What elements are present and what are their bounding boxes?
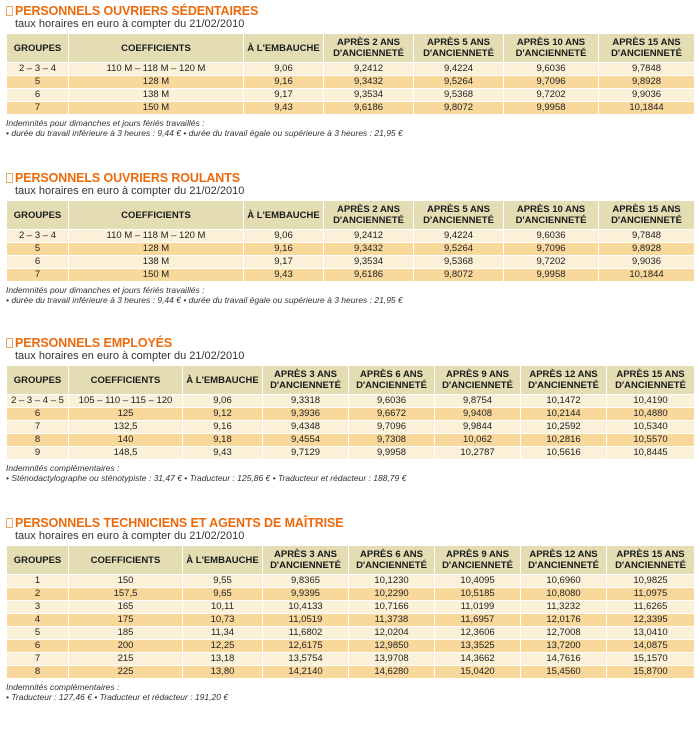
table-cell: 9,3534 (324, 89, 414, 102)
notes (6, 118, 694, 138)
table-cell: 150 (69, 575, 183, 588)
table-cell: 10,1844 (599, 102, 695, 115)
note-line: Indemnités complémentaires : (6, 682, 120, 692)
table-cell: 10,4880 (607, 408, 695, 421)
table-cell: 13,7200 (521, 640, 607, 653)
table-cell: 9,4224 (414, 63, 504, 76)
table-cell: 12,3606 (435, 627, 521, 640)
table-cell: 9,6036 (504, 63, 599, 76)
table-cell: 10,8080 (521, 588, 607, 601)
column-header: GROUPES (7, 546, 69, 575)
column-header: À L'EMBAUCHE (244, 34, 324, 63)
table-cell: 9,16 (183, 421, 263, 434)
section-title: PERSONNELS OUVRIERS SÉDENTAIRES (6, 4, 694, 18)
column-header: APRÈS 3 ANS D'ANCIENNETÉ (263, 366, 349, 395)
table-cell: 13,5754 (263, 653, 349, 666)
table-cell: 9,7129 (263, 447, 349, 460)
table-cell: 150 M (69, 102, 244, 115)
table-cell: 14,3662 (435, 653, 521, 666)
table-cell: 11,0199 (435, 601, 521, 614)
table-cell: 9,9958 (504, 102, 599, 115)
table-cell: 138 M (69, 256, 244, 269)
table-cell: 2 – 3 – 4 – 5 (7, 395, 69, 408)
table-cell: 14,6280 (349, 666, 435, 679)
table-cell: 13,0410 (607, 627, 695, 640)
rates-table (6, 33, 695, 115)
table-cell: 9,8928 (599, 76, 695, 89)
table-cell: 9,8928 (599, 243, 695, 256)
column-header: À L'EMBAUCHE (183, 546, 263, 575)
table-cell: 13,9708 (349, 653, 435, 666)
title-bullet-icon (6, 518, 13, 528)
note-line: • Traducteur : 127,46 € • Traducteur et rédacteur : 191,20 € (6, 692, 229, 702)
table-cell: 10,2144 (521, 408, 607, 421)
table-cell: 6 (7, 256, 69, 269)
table-cell: 9,16 (244, 76, 324, 89)
section-title: PERSONNELS TECHNICIENS ET AGENTS DE MAÎTRISE (6, 516, 694, 530)
table-cell: 9,7308 (349, 434, 435, 447)
table-cell: 175 (69, 614, 183, 627)
title-bullet-icon (6, 338, 13, 348)
table-cell: 9,43 (183, 447, 263, 460)
table-cell: 14,0875 (607, 640, 695, 653)
table-cell: 9,3432 (324, 76, 414, 89)
table-cell: 9,8365 (263, 575, 349, 588)
table-cell: 148,5 (69, 447, 183, 460)
table-row (7, 89, 695, 102)
table-cell: 9,65 (183, 588, 263, 601)
table-cell: 7 (7, 102, 69, 115)
table-cell: 9,3936 (263, 408, 349, 421)
table-cell: 10,062 (435, 434, 521, 447)
table-cell: 105 – 110 – 115 – 120 (69, 395, 183, 408)
table-cell: 9,9036 (599, 256, 695, 269)
column-header: GROUPES (7, 201, 69, 230)
table-cell: 9,9958 (349, 447, 435, 460)
section-subtitle: taux horaires en euro à compter du 21/02/2010 (15, 185, 245, 197)
column-header: APRÈS 10 ANS D'ANCIENNETÉ (504, 201, 599, 230)
column-header: GROUPES (7, 366, 69, 395)
table-cell: 15,8700 (607, 666, 695, 679)
rates-table (6, 545, 695, 679)
table-cell: 9,3318 (263, 395, 349, 408)
table-cell: 10,2787 (435, 447, 521, 460)
table-cell: 10,5570 (607, 434, 695, 447)
table-row (7, 575, 695, 588)
table-row (7, 447, 695, 460)
table-cell: 10,1844 (599, 269, 695, 282)
table-cell: 14,7616 (521, 653, 607, 666)
column-header: APRÈS 2 ANS D'ANCIENNETÉ (324, 34, 414, 63)
notes (6, 463, 694, 483)
table-cell: 5 (7, 627, 69, 640)
section-ouvriers-sedentaires (6, 4, 694, 138)
table-cell: 138 M (69, 89, 244, 102)
table-cell: 9,9958 (504, 269, 599, 282)
table-cell: 150 M (69, 269, 244, 282)
table-cell: 125 (69, 408, 183, 421)
table-cell: 1 (7, 575, 69, 588)
section-subtitle: taux horaires en euro à compter du 21/02/2010 (15, 530, 245, 542)
table-row (7, 653, 695, 666)
table-cell: 9,6186 (324, 102, 414, 115)
note-line: • Sténodactylographe ou sténotypiste : 31,47 € • Traducteur : 125,86 € • Traducteur et rédacteur : 188,79 € (6, 473, 407, 483)
table-cell: 9,17 (244, 89, 324, 102)
column-header: COEFFICIENTS (69, 201, 244, 230)
rates-table (6, 200, 695, 282)
table-cell: 9,5264 (414, 243, 504, 256)
table-cell: 9,17 (244, 256, 324, 269)
table-cell: 15,1570 (607, 653, 695, 666)
section-employes (6, 336, 694, 483)
column-header: APRÈS 2 ANS D'ANCIENNETÉ (324, 201, 414, 230)
table-cell: 9,8072 (414, 102, 504, 115)
table-cell: 10,5340 (607, 421, 695, 434)
table-cell: 9,7848 (599, 63, 695, 76)
table-cell: 8 (7, 666, 69, 679)
table-row (7, 408, 695, 421)
table-cell: 215 (69, 653, 183, 666)
table-cell: 10,7166 (349, 601, 435, 614)
table-cell: 15,4560 (521, 666, 607, 679)
note-line: • durée du travail inférieure à 3 heures : 9,44 € • durée du travail égale ou supérieure à 3 heures : 21,95 € (6, 128, 403, 138)
header-row (7, 366, 695, 395)
table-cell: 165 (69, 601, 183, 614)
column-header: APRÈS 3 ANS D'ANCIENNETÉ (263, 546, 349, 575)
table-cell: 6 (7, 408, 69, 421)
table-cell: 140 (69, 434, 183, 447)
table-row (7, 256, 695, 269)
table-cell: 9,06 (183, 395, 263, 408)
title-bullet-icon (6, 173, 13, 183)
table-row (7, 395, 695, 408)
table-cell: 128 M (69, 76, 244, 89)
table-cell: 9,6186 (324, 269, 414, 282)
table-cell: 128 M (69, 243, 244, 256)
header-row (7, 546, 695, 575)
table-cell: 9,4554 (263, 434, 349, 447)
table-cell: 9,5264 (414, 76, 504, 89)
table-cell: 9,9395 (263, 588, 349, 601)
table-cell: 10,5616 (521, 447, 607, 460)
notes (6, 682, 694, 702)
table-cell: 157,5 (69, 588, 183, 601)
table-cell: 200 (69, 640, 183, 653)
table-cell: 10,4095 (435, 575, 521, 588)
table-cell: 9,6036 (504, 230, 599, 243)
table-cell: 10,9825 (607, 575, 695, 588)
section-title: PERSONNELS OUVRIERS ROULANTS (6, 171, 694, 185)
table-cell: 9,9036 (599, 89, 695, 102)
table-cell: 9,12 (183, 408, 263, 421)
section-subtitle: taux horaires en euro à compter du 21/02/2010 (15, 18, 245, 30)
table-cell: 9,3432 (324, 243, 414, 256)
table-cell: 6 (7, 89, 69, 102)
table-cell: 7 (7, 269, 69, 282)
table-cell: 8 (7, 434, 69, 447)
column-header: COEFFICIENTS (69, 546, 183, 575)
table-row (7, 421, 695, 434)
table-cell: 11,6265 (607, 601, 695, 614)
note-line: Indemnités pour dimanches et jours fériés travaillés : (6, 285, 205, 295)
table-cell: 9,9844 (435, 421, 521, 434)
table-cell: 3 (7, 601, 69, 614)
column-header: APRÈS 9 ANS D'ANCIENNETÉ (435, 546, 521, 575)
table-cell: 9,3534 (324, 256, 414, 269)
table-cell: 12,0204 (349, 627, 435, 640)
note-line: Indemnités pour dimanches et jours fériés travaillés : (6, 118, 205, 128)
table-row (7, 230, 695, 243)
table-cell: 12,3395 (607, 614, 695, 627)
table-cell: 9,5368 (414, 256, 504, 269)
table-cell: 10,1230 (349, 575, 435, 588)
table-row (7, 614, 695, 627)
table-cell: 11,3232 (521, 601, 607, 614)
table-cell: 10,2816 (521, 434, 607, 447)
table-cell: 9,7096 (504, 243, 599, 256)
table-cell: 132,5 (69, 421, 183, 434)
table-cell: 7 (7, 421, 69, 434)
note-line: Indemnités complémentaires : (6, 463, 120, 473)
column-header: GROUPES (7, 34, 69, 63)
table-row (7, 76, 695, 89)
column-header: APRÈS 12 ANS D'ANCIENNETÉ (521, 366, 607, 395)
table-cell: 5 (7, 76, 69, 89)
column-header: APRÈS 10 ANS D'ANCIENNETÉ (504, 34, 599, 63)
table-cell: 12,6175 (263, 640, 349, 653)
table-cell: 9,6672 (349, 408, 435, 421)
table-cell: 110 M – 118 M – 120 M (69, 230, 244, 243)
table-cell: 9 (7, 447, 69, 460)
header-row (7, 34, 695, 63)
table-cell: 11,3738 (349, 614, 435, 627)
table-cell: 10,2290 (349, 588, 435, 601)
column-header: APRÈS 9 ANS D'ANCIENNETÉ (435, 366, 521, 395)
table-cell: 9,7096 (349, 421, 435, 434)
table-cell: 9,7202 (504, 89, 599, 102)
table-row (7, 601, 695, 614)
column-header: APRÈS 5 ANS D'ANCIENNETÉ (414, 34, 504, 63)
table-row (7, 666, 695, 679)
column-header: APRÈS 12 ANS D'ANCIENNETÉ (521, 546, 607, 575)
table-cell: 9,43 (244, 269, 324, 282)
table-cell: 9,5368 (414, 89, 504, 102)
table-cell: 10,73 (183, 614, 263, 627)
column-header: À L'EMBAUCHE (244, 201, 324, 230)
column-header: APRÈS 15 ANS D'ANCIENNETÉ (599, 201, 695, 230)
table-cell: 9,16 (244, 243, 324, 256)
column-header: COEFFICIENTS (69, 366, 183, 395)
section-subtitle: taux horaires en euro à compter du 21/02/2010 (15, 350, 245, 362)
table-cell: 10,4133 (263, 601, 349, 614)
table-cell: 11,6957 (435, 614, 521, 627)
table-cell: 185 (69, 627, 183, 640)
table-cell: 9,8072 (414, 269, 504, 282)
table-cell: 9,2412 (324, 63, 414, 76)
table-cell: 11,0975 (607, 588, 695, 601)
table-row (7, 269, 695, 282)
table-cell: 9,4224 (414, 230, 504, 243)
table-cell: 9,06 (244, 63, 324, 76)
table-cell: 9,7848 (599, 230, 695, 243)
column-header: APRÈS 6 ANS D'ANCIENNETÉ (349, 366, 435, 395)
table-cell: 13,80 (183, 666, 263, 679)
table-cell: 10,1472 (521, 395, 607, 408)
section-ouvriers-roulants (6, 171, 694, 305)
table-cell: 9,2412 (324, 230, 414, 243)
column-header: APRÈS 15 ANS D'ANCIENNETÉ (607, 366, 695, 395)
column-header: APRÈS 15 ANS D'ANCIENNETÉ (607, 546, 695, 575)
table-cell: 12,0176 (521, 614, 607, 627)
table-cell: 4 (7, 614, 69, 627)
table-cell: 7 (7, 653, 69, 666)
table-cell: 9,06 (244, 230, 324, 243)
table-cell: 14,2140 (263, 666, 349, 679)
section-techniciens-agents-maitrise (6, 516, 694, 702)
table-cell: 10,6960 (521, 575, 607, 588)
table-cell: 9,7202 (504, 256, 599, 269)
table-cell: 10,2592 (521, 421, 607, 434)
table-row (7, 102, 695, 115)
column-header: À L'EMBAUCHE (183, 366, 263, 395)
table-row (7, 588, 695, 601)
table-row (7, 243, 695, 256)
notes (6, 285, 694, 305)
table-cell: 11,0519 (263, 614, 349, 627)
table-row (7, 640, 695, 653)
table-cell: 12,7008 (521, 627, 607, 640)
section-title: PERSONNELS EMPLOYÉS (6, 336, 694, 350)
table-cell: 6 (7, 640, 69, 653)
table-cell: 9,8754 (435, 395, 521, 408)
table-cell: 10,11 (183, 601, 263, 614)
table-cell: 5 (7, 243, 69, 256)
table-cell: 13,18 (183, 653, 263, 666)
note-line: • durée du travail inférieure à 3 heures : 9,44 € • durée du travail égale ou supérieure à 3 heures : 21,95 € (6, 295, 403, 305)
column-header: APRÈS 6 ANS D'ANCIENNETÉ (349, 546, 435, 575)
table-cell: 2 – 3 – 4 (7, 230, 69, 243)
table-cell: 2 (7, 588, 69, 601)
table-cell: 2 – 3 – 4 (7, 63, 69, 76)
table-cell: 225 (69, 666, 183, 679)
table-cell: 9,6036 (349, 395, 435, 408)
table-cell: 9,4348 (263, 421, 349, 434)
table-cell: 11,6802 (263, 627, 349, 640)
header-row (7, 201, 695, 230)
table-row (7, 63, 695, 76)
column-header: COEFFICIENTS (69, 34, 244, 63)
table-row (7, 434, 695, 447)
table-cell: 11,34 (183, 627, 263, 640)
table-cell: 15,0420 (435, 666, 521, 679)
rates-table (6, 365, 695, 460)
table-cell: 10,8445 (607, 447, 695, 460)
table-cell: 9,7096 (504, 76, 599, 89)
column-header: APRÈS 15 ANS D'ANCIENNETÉ (599, 34, 695, 63)
table-cell: 9,43 (244, 102, 324, 115)
table-cell: 12,25 (183, 640, 263, 653)
table-cell: 9,55 (183, 575, 263, 588)
table-cell: 9,18 (183, 434, 263, 447)
column-header: APRÈS 5 ANS D'ANCIENNETÉ (414, 201, 504, 230)
table-cell: 10,5185 (435, 588, 521, 601)
table-cell: 10,4190 (607, 395, 695, 408)
table-cell: 9,9408 (435, 408, 521, 421)
table-cell: 110 M – 118 M – 120 M (69, 63, 244, 76)
title-bullet-icon (6, 6, 13, 16)
table-cell: 13,3525 (435, 640, 521, 653)
table-row (7, 627, 695, 640)
table-cell: 12,9850 (349, 640, 435, 653)
